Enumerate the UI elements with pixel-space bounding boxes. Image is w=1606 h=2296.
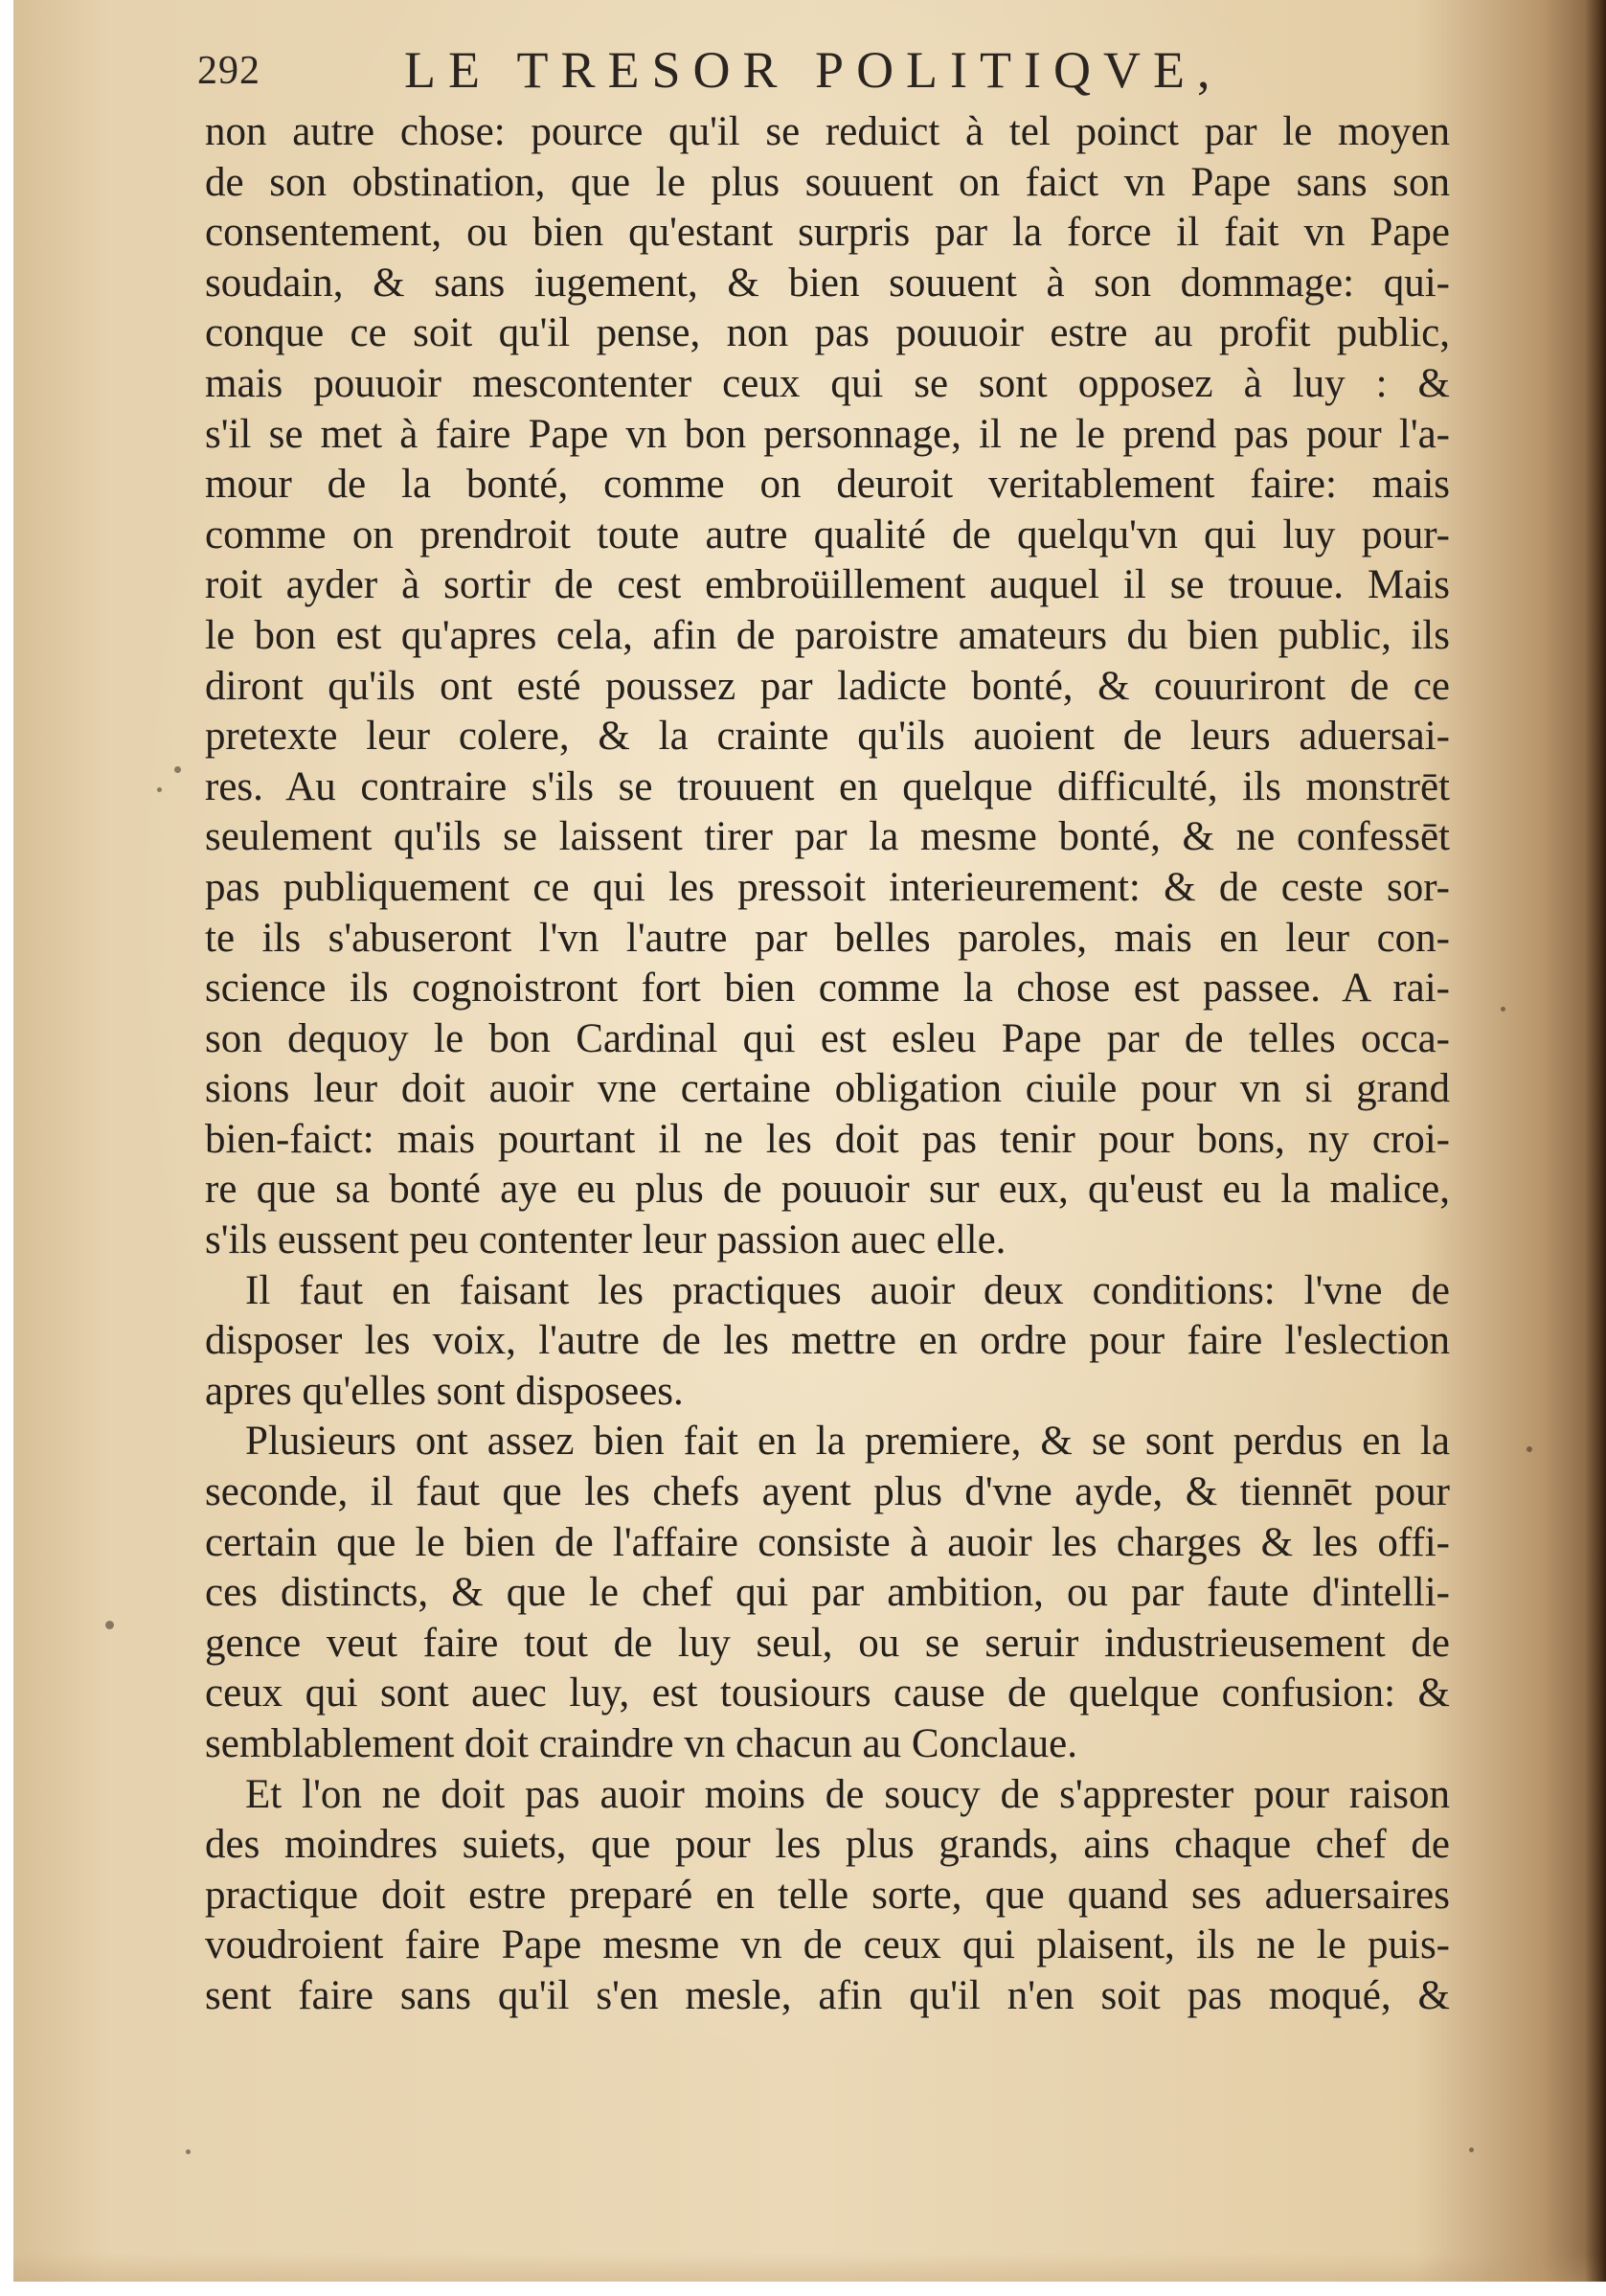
text-line: ceux qui sont auec luy, est tousiours cause de quelque confusion: & [205, 1671, 1450, 1716]
text-line: pas publiquement ce qui les pressoit interieurement: & de ceste sor- [205, 864, 1450, 910]
ink-speck [174, 766, 181, 773]
text-line: bien-faict: mais pourtant il ne les doit pas tenir pour bons, ny croi- [205, 1116, 1450, 1162]
text-line: disposer les voix, l'autre de les mettre en ordre pour faire l'eslection [205, 1318, 1450, 1364]
paragraph-start-line: Plusieurs ont assez bien fait en la premiere, & se sont perdus en la [245, 1419, 1450, 1465]
text-line: seulement qu'ils se laissent tirer par la mesme bonté, & ne confessēt [205, 814, 1450, 860]
text-line: diront qu'ils ont esté poussez par ladicte bonté, & couuriront de ce [205, 663, 1450, 709]
text-line: voudroient faire Pape mesme vn de ceux qui plaisent, ils ne le puis- [205, 1922, 1450, 1968]
text-line: res. Au contraire s'ils se trouuent en quelque difficulté, ils monstrēt [205, 763, 1450, 809]
ink-speck [1501, 1007, 1505, 1012]
ink-speck [186, 2149, 191, 2154]
text-line: pretexte leur colere, & la crainte qu'ils auoient de leurs aduersai- [205, 714, 1450, 760]
page-edge-shadow [13, 2253, 1606, 2282]
text-line: des moindres suiets, que pour les plus grands, ains chaque chef de [205, 1822, 1450, 1868]
ink-speck [105, 1621, 114, 1629]
paragraph-start-line: Il faut en faisant les practiques auoir deux conditions: l'vne de [245, 1267, 1450, 1313]
text-line: comme on prendroit toute autre qualité de quelqu'vn qui luy pour- [205, 511, 1450, 557]
text-line: s'il se met à faire Pape vn bon personnage, il ne le prend pas pour l'a- [205, 411, 1450, 457]
text-line: re que sa bonté aye eu plus de pouuoir sur eux, qu'eust eu la malice, [205, 1167, 1450, 1213]
page-number: 292 [197, 49, 260, 93]
body-text [205, 107, 1469, 2022]
text-line: non autre chose: pource qu'il se reduict à tel poinct par le moyen [205, 109, 1450, 154]
text-line: le bon est qu'apres cela, afin de paroistre amateurs du bien public, ils [205, 612, 1450, 658]
text-line: sions leur doit auoir vne certaine obligation ciuile pour vn si grand [205, 1066, 1450, 1112]
text-line: te ils s'abuseront l'vn l'autre par belles paroles, mais en leur con- [205, 915, 1450, 961]
text-line: science ils cognoistront fort bien comme la chose est passee. A rai- [205, 966, 1450, 1012]
text-line: gence veut faire tout de luy seul, ou se seruir industrieusement de [205, 1620, 1450, 1666]
text-line: de son obstination, que le plus souuent on faict vn Pape sans son [205, 159, 1450, 205]
text-line: conque ce soit qu'il pense, non pas pouuoir estre au profit public, [205, 310, 1450, 356]
text-line: roit ayder à sortir de cest embroüillement auquel il se trouue. Mais [205, 562, 1450, 608]
text-line: soudain, & sans iugement, & bien souuent à son dommage: qui- [205, 260, 1450, 306]
book-page [13, 0, 1606, 2282]
ink-speck [1527, 1446, 1532, 1452]
text-line: mais pouuoir mescontenter ceux qui se sont opposez à luy : & [205, 360, 1450, 406]
paragraph-start-line: Et l'on ne doit pas auoir moins de soucy de s'apprester pour raison [245, 1771, 1450, 1817]
running-title: LE TRESOR POLITIQVE, [404, 41, 1223, 99]
ink-speck [157, 787, 162, 792]
text-line: practique doit estre preparé en telle sorte, que quand ses aduersaires [205, 1872, 1450, 1918]
text-line: ces distincts, & que le chef qui par ambition, ou par faute d'intelli- [205, 1570, 1450, 1616]
text-line: mour de la bonté, comme on deuroit veritablement faire: mais [205, 462, 1450, 508]
ink-speck [1469, 2148, 1474, 2152]
paragraph-end-line: s'ils eussent peu contenter leur passion auec elle. [205, 1217, 1007, 1263]
paragraph-end-line: semblablement doit craindre vn chacun au Conclaue. [205, 1721, 1078, 1766]
text-line: son dequoy le bon Cardinal qui est esleu Pape par de telles occa- [205, 1015, 1450, 1061]
text-line: seconde, il faut que les chefs ayent plus d'vne ayde, & tiennēt pour [205, 1469, 1450, 1515]
text-line: consentement, ou bien qu'estant surpris par la force il fait vn Pape [205, 210, 1450, 256]
paragraph-end-line: apres qu'elles sont disposees. [205, 1368, 684, 1414]
page-header [186, 27, 1316, 103]
text-line: certain que le bien de l'affaire consiste à auoir les charges & les offi- [205, 1519, 1450, 1565]
text-line: sent faire sans qu'il s'en mesle, afin qu'il n'en soit pas moqué, & [205, 1972, 1450, 2018]
